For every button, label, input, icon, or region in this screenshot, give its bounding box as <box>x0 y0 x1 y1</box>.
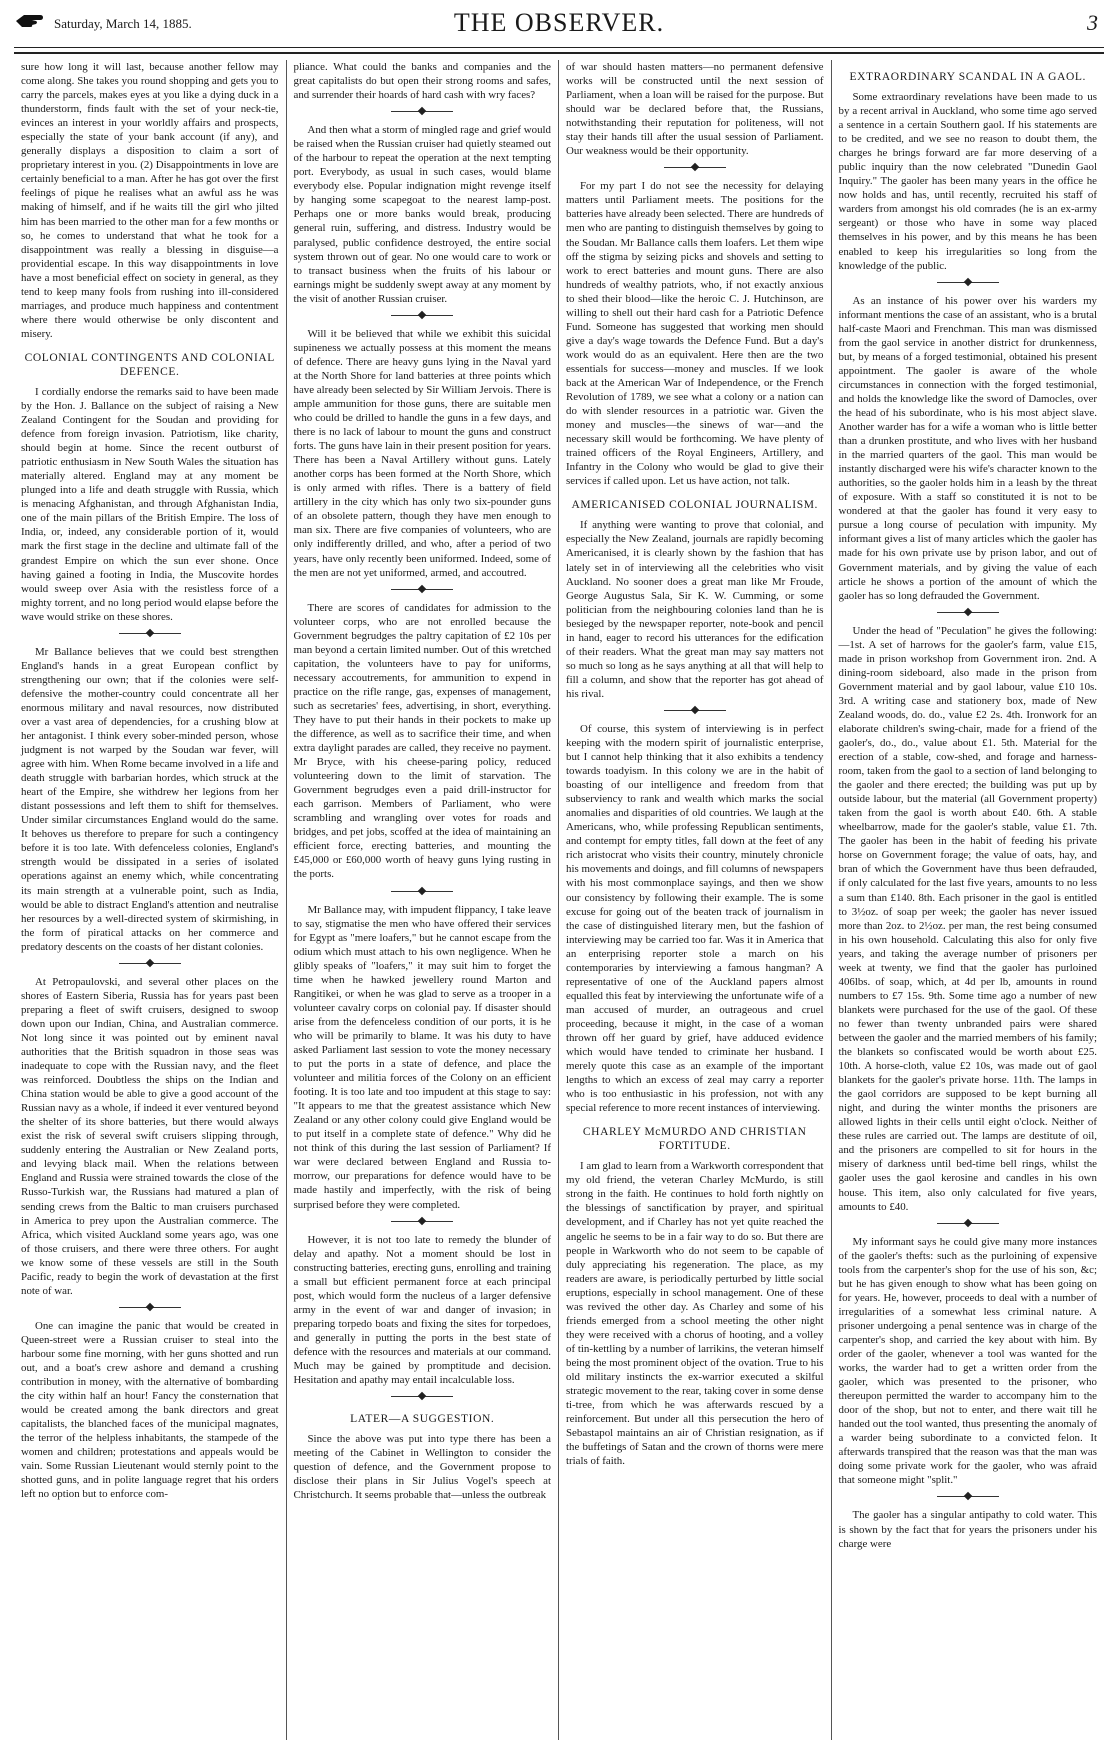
article-headline: LATER—A SUGGESTION. <box>350 1413 495 1426</box>
masthead-rule <box>14 47 1104 48</box>
article-paragraph: And then what a storm of mingled rage and grief would be raised when the Russian cruiser had quietly steamed out of the harbour to repeat the operation at the next tempting port. Everybody, as usual in such cases, would blame everybody else. Popular indignation might revenge itself by hanging some scapegoat to the nearest lamp-post. Perhaps one or more banks would break, producing general ruin, suffering, and distress. Industry would be paralysed, public confidence destroyed, the entire social system thrown out of gear. No one would care to work or to transact business when the fruits of his labour or earnings might be suddenly swept away at any moment by the visit of another Russian cruiser. <box>293 124 551 305</box>
section-divider <box>21 1302 279 1313</box>
article-headline: EXTRAORDINARY SCANDAL IN A GAOL. <box>849 71 1087 83</box>
newspaper-title: THE OBSERVER. <box>453 8 665 37</box>
article-paragraph: Since the above was put into type there has been a meeting of the Cabinet in Wellington to consider the question of defence, and the Government propose to disclose their plans in Sir Julius Vogel's speech at Christchurch. It seems probable that—unless the outbreak <box>293 1433 551 1502</box>
section-divider <box>839 1491 1098 1502</box>
section-divider <box>294 1391 552 1402</box>
article-paragraph: I cordially endorse the remarks said to have been made by the Hon. J. Ballance on the subject of raising a New Zealand Contingent for the Soudan and providing for defence from foreign invasion. Patriotism, like charity, should begin at home. Since the recent outburst of patriotic enthusiasm in New South Wales the situation has materially altered. England may at any moment be plunged into a life and death struggle with Russia, which is menacing Afghanistan, and through Afghanistan India, one of the main pillars of the British Empire. The loss of India, or, indeed, any considerable portion of it, would mark the first stage in the decline and ultimate fall of the grandest Empire on which the sun ever shone. Once having gained a footing in India, the Muscovite hordes would sweep over Asia with the resistless force of a mighty torrent, and no long period would elapse before the wave would strike on these shores. <box>21 385 279 623</box>
article-paragraph: Mr Ballance may, with impudent flippancy, I take leave to say, stigmatise the men who have offered their services for Egypt as "mere loafers," but he cannot escape from the odium which must attach to his own negligence. When he glibly speaks of "loafers," it may suit him to forget the time when he hawked jewellery round Marton and Rangitikei, or when he was glad to serve as a trooper in a volunteer cavalry corps on colonial pay. If disaster should arise from the defenceless condition of our ports, it is he who will be primarily to blame. It was his duty to have asked Parliament last session to vote the money necessary to put the ports in a state of defence, and place the volunteer and militia forces of the Colony on an efficient footing. It is too late and too impudent at this stage to say: "It appears to me that the greatest assistance which New Zealand or any other colony could give England would be to put itself in a complete state of defence." Why did he not think of this during the last session of Parliament? If war were declared between England and Russia to-morrow, our preparations for defence would have to be made hastily and imperfectly, with the risk of being surprised before they were completed. <box>293 903 551 1211</box>
section-divider <box>839 277 1098 288</box>
article-paragraph: Will it be believed that while we exhibit this suicidal supineness we actually possess at this moment the means of defence. There are heavy guns lying in the Naval yard at the North Shore for land batteries at three points which have already been selected by Sir William Jervois. There is ample ammunition for those guns, there are suitable men who could be drilled to handle the guns in a few days, and there is no lack of labour to mount the guns and construct forts. The guns have lain in their present position for years. There has been a Naval Artillery without guns. Lately another corps has been formed at the North Shore, which is only armed with rifles. There is a battery of field artillery in the city which has only two six-pounder guns of an obsolete pattern, though they have men enough to man six. There are five companies of volunteers, who are only indifferently drilled, and who, after a period of two years, have only recently been uniformed. Indeed, some of the men are not yet uniformed, armed, and accoutred. <box>293 327 551 579</box>
article-paragraph: Under the head of "Peculation" he gives the following:—1st. A set of harrows for the gaoler's farm, value £15, made in prison workshop from Government iron. 2nd. A dining-room sideboard, also made in the prison from Government material and by gaol labour, value £10 10s. 3rd. A writing case and stationery box, made of New Zealand woods, do. do., value £2 2s. 4th. Ironwork for an elaborate children's swing-chair, made for a friend of the gaoler's, do., do., value about £1. 5th. Material for the erection of a stable, cow-shed, and forage and harness-room, taken from the gaol to a section of land belonging to the gaoler and there erected; the building was put up by outside labour, but the material (all Government property) taken from the gaol is worth about £40. 6th. A stable wheelbarrow, made for the gaoler's stable, value £1. 7th. The gaoler has been in the habit of feeding his private horse on Government forage; the value of oats, hay, and bran of which the Government have thus been defrauded, if only calculated for the last five years, amounts to no less a sum than £140. 8th. Each prisoner in the gaol is entitled to 3½oz. of soap per week; the gaoler has never issued more than 2oz. to 2½oz. per man, the rest being consumed in his own household. Calculating this also for only five years, and taking the average number of prisoners per week at twenty, we find that the gaoler has purloined 406lbs. of soap, which, at 4d per lb, amounts in round numbers to £7 15s. 9th. Some time ago a number of new blankets were purchased for the use of the gaol. Of these no fewer than twenty unbranded pairs were shared between the gaoler and the married members of his family; the blankets so confiscated would be worth about £25. 10th. A horse-cloth, value £2 10s, was made out of gaol blankets for the gaoler's private horse. 11th. The lamps in the gaol corridors are supposed to be kept burning all night, and during the winter months the prisoners are allowed lights in their cells until eight o'clock. Neither of these rules are carried out. The lamps are destitute of oil, and the prisoners are compelled to sit for hours in the misery of darkness until bed-time bell rings, whilst the gaoler uses the gaol kerosine and candles in his own house. This item, also only calculated for five years, amounts to £40. <box>838 624 1097 1213</box>
column-3 <box>559 60 832 1740</box>
section-divider <box>294 310 552 321</box>
article-paragraph: If anything were wanting to prove that colonial, and especially the New Zealand, journals are rapidly becoming Americanised, it is clearly shown by the fashion that has lately set in of interviewing all the celebrities who visit Auckland. No sooner does a great man like Mr Froude, George Augustus Sala, Sir K. W. Cumming, or some politician from the neighbouring colonies land than he is besieged by the newspaper reporter, note-book and pencil in hand, eager to record his utterances for the edification of their readers. What the great man may say matters not so much so long as he says anything at all that will help to fill a column, and show that the reporter has got ahead of his rival. <box>566 519 824 700</box>
article-paragraph: For my part I do not see the necessity for delaying matters until Parliament meets. The positions for the batteries have already been selected. There are hundreds of men who are panting to distinguish themselves by going to the Soudan. Mr Ballance calls them loafers. Let them wipe off the stigma by seizing picks and shovels and setting to work to erect batteries and mount guns. There are also hundreds of wealthy patriots, who, if not exactly anxious to shed their blood—like the heroic C. J. Hutchinson, are willing to shell out their hard cash for a Patriotic Defence Fund. Someone has suggested that working men should give a day's wage towards the Defence Fund. But a day's work would do as an equivalent. Here then are the two essentials for success—money and muscles. If we look back at the American War of Independence, or the French Revolution of 1789, we see what a colony or a nation can do with slender resources in a patriotic war. Given the money and muscles—the sinews of war—and the necessary skill would be forthcoming. We have plenty of trained officers of the Royal Engineers, Artillery, and Infantry in the Colony who would be glad to give their services if called upon. Let us have action, not talk. <box>566 180 824 488</box>
article-headline: AMERICANISED COLONIAL JOURNALISM. <box>571 499 818 512</box>
column-2 <box>287 60 560 1740</box>
article-paragraph: The gaoler has a singular antipathy to cold water. This is shown by the fact that for years the prisoners under his charge were <box>838 1509 1097 1550</box>
masthead <box>14 6 1104 54</box>
article-paragraph: I am glad to learn from a Warkworth correspondent that my old friend, the veteran Charley McMurdo, is still strong in the faith. He continues to hold forth nightly on the blessings of sanctification by prayer, and spiritual development, and if Charley has not yet quite reached the angelic he seems to be in a fair way to do so. But there are people in Warkworth who do not seem to be capable of duly appreciating his regeneration. The place, as my readers are aware, is periodically perturbed by little social eruptions, especially in school management. One of these was revived the other day. As Charley and some of his friends emerged from a school meeting the other night they were received with a chorus of hooting, and a volley of tin-kettling by a number of larrikins, the veteran himself being the most prominent object of the ovation. True to his old military instincts the ex-warrior executed a skilful strategic movement to the rear, taking cover in some dense ti-tree, from which he was afterwards rescued by a reinforcement. But under all this persecution the hero of Sebastapol maintains an air of Christian resignation, as if the buffetings of Satan and the crown of thorns were mere trials of faith. <box>566 1160 824 1468</box>
article-paragraph: My informant says he could give many more instances of the gaoler's thefts: such as the purloining of expensive tools from the carpenter's shop for the use of his son, &c; but he has given enough to show what has been going on for years. He, however, proceeds to deal with a number of irregularities of a somewhat less criminal nature. A prisoner undergoing a penal sentence was in charge of the carpenter's shop, and carried the key about with him. By order of the gaoler, whenever a tool was wanted for the works, the warder had to get a written order from the gaoler, which was presented to the prisoner, who thereupon permitted the warder to accompany him to the door of the shop, but not to enter, and there wait till he handed out the tool wanted, thus presenting the anomaly of a warder being subordinate to a convicted felon. It afterwards transpired that the reason was that the man was doing some private work for the gaoler, who was afraid that someone might "split." <box>838 1235 1097 1487</box>
section-divider <box>294 584 552 595</box>
article-paragraph: Some extraordinary revelations have been made to us by a recent arrival in Auckland, who some time ago served a sentence in a certain Southern gaol. If his statements are to be credited, and we see no reason to doubt them, the charges he brings forward are far more deserving of a public inquiry than the now celebrated "Dunedin Gaol Inquiry." The gaoler has been many years in the office he now holds and has, until recently, recruited his staff of warders from amongst his old comrades (he is an ex-army sergeant) or those who have in some way placed themselves in his power, and by this means he has been enabled to keep his irregularities so long from the knowledge of the public. <box>838 91 1097 272</box>
article-headline: CHARLEY McMURDO AND CHRISTIAN FORTITUDE. <box>582 1126 807 1153</box>
section-divider <box>21 628 279 639</box>
section-divider <box>294 106 552 117</box>
issue-date: Saturday, March 14, 1885. <box>54 16 192 31</box>
article-paragraph: As an instance of his power over his warders my informant mentions the case of an assistant, who is a brutal half-caste Maori and Frenchman. This man was dismissed from the gaol service in another district for drunkenness, but, by means of a forged testimonial, obtained his present appointment. The gaoler is aware of the whole circumstances in connection with the forged testimonial, and holds the knowledge like the sword of Damocles, over the head of his subordinate, who is his most abject slave. Another warder has for a wife a woman who is little better than a drunken prostitute, and who lives with her husband in the married quarters of the gaol. This man would be instantly discharged were his wife's character known to the authorities, so the gaoler holds him in a leash by the threat of exposure. With a staff so constituted it is not to be wondered at that the gaoler has found it very easy to pursue a long course of peculation with impunity. My informant gives a list of many articles which the gaoler has made for his own private use by prison labor, and out of Government materials, and by giving the value of each article he shows a portion of the amount of which the gaoler has so long defrauded the Government. <box>838 294 1097 602</box>
section-divider <box>294 1216 552 1227</box>
article-paragraph: One can imagine the panic that would be created in Queen-street were a Russian cruiser to steal into the harbour some fine morning, with her guns shotted and run out, and a boat's crew ashore and demand a crushing contribution in money, with the alternative of bombarding the city within half an hour! Fancy the consternation that would be created among the bank directors and great capitalists, the blanched faces of the municipal magnates, the terror of the helpless inhabitants, the stampede of the women and children; protestations and appeals would be vain. Some Russian Lieutenant would sternly point to the shotted guns, and in polite language regret that his orders left no option but to enforce com- <box>21 1319 279 1501</box>
article-paragraph: of war should hasten matters—no permanent defensive works will be constructed until the next session of Parliament, when a loan will be raised for the purpose. But should war be declared before that, the Russians, notwithstanding their reputation for politeness, will not stay their hands till after the usual session of Parliament. Our weakness would be their opportunity. <box>566 61 824 158</box>
article-paragraph: However, it is not too late to remedy the blunder of delay and apathy. Not a moment should be lost in constructing batteries, erecting guns, enrolling and training a small but efficient permanent force at each principal post, which would form the nucleus of a larger defensive army in the event of war and danger of invasion; in preparing torpedo boats and fixing the sites for torpedoes, and generally in putting the ports in the best state of defence with the resources and materials at our command. Much may be gained by promptitude and decision. Hesitation and apathy may entail incalculable loss. <box>293 1233 551 1387</box>
article-paragraph: Of course, this system of interviewing is in perfect keeping with the modern spirit of journalistic enterprise, but I cannot help thinking that it also exhibits a tendency towards toadyism. In this colony we are in the habit of boasting of our intelligence and freedom from that subserviency to rank and wealth which marks the social anomalies and disparities of old countries. We laugh at the Americans, who, while professing Republican sentiments, and contempt for empty titles, fall down at the feet of any rich aristocrat who visits their country, minutely chronicle his movements and doings, and fill columns of newspapers with his most commonplace sayings, and then we show our consistency by following their example. The is some excuse for going out of the beaten track of journalism in the case of distinguished literary men, but the fashion of interviewing may be carried too far. Was it in America that an enterprising reporter stole a march on his contemporaries by interviewing a famous hangman? A representative of one of the Auckland papers almost equalled this feat by interviewing the unfortunate wife of a man accused of murder, an outrageous and cruel proceeding, because it might, in the case of a woman thrown off her guard by grief, have adduced evidence which would have tended to criminate her husband. I merely quote this case as an example of the important lengths to which an excess of zeal may carry a reporter who is too enthusiastic in his profession, not with any special reference to more recent instances of interviewing. <box>566 722 824 1115</box>
article-headline: COLONIAL CONTINGENTS AND COLONIAL DEFENCE. <box>24 351 275 378</box>
section-divider <box>839 1218 1098 1229</box>
article-paragraph: There are scores of candidates for admission to the volunteer corps, who are not enrolled because the Government begrudges the paltry capitation of £2 10s per man beyond a certain limited number. Out of this wretched capitation, the volunteers have to pay for uniforms, necessary accoutrements, for ammunition to expend in practice on the rifle range, gas, expenses of management, such as secretaries' fees, advertising, in short, everything. They have to put their hands in their pockets to make up the difference, as well as to sacrifice their time, and when extra daylight parades are called, they receive no payment. Mr Bryce, with his cheese-paring policy, reduced volunteering down to the limit of starvation. The Government begrudges even a paid drill-instructor for each garrison. Members of Parliament, who were scrambling and wrangling over votes for roads and bridges, and pet jobs, scoffed at the idea of maintaining an efficient force, erecting batteries, and mounting the £45,000 or £60,000 worth of heavy guns lying rusting in the ports. <box>293 601 551 881</box>
column-1 <box>14 60 287 1740</box>
section-divider <box>839 607 1098 618</box>
article-paragraph: Mr Ballance believes that we could best strengthen England's hands in a great European conflict by strengthening our own; that if the colonies were self-defensive the mother-country could concentrate all her enormous military and naval resources, now distributed over a vast area of dependencies, for a crushing blow at her antagonist. I think every sober-minded person, whose judgment is not warped by the Soudan war fever, will agree with him. When Rome became involved in a life and death struggle with barbarian hordes, which struck at the heart of the Empire, she withdrew her legions from her distant possessions and left them to shift for themselves. Under similar circumstances England would do the same. It behoves us therefore to prepare for such a contingency before it is too late. With defenceless colonies, England's strength would be dissipated in a series of isolated operations against an enemy which, while concentrating its main strength at a vulnerable point, such as India, would be able to distract England's attention and neutralise her resources by a well-directed system of skirmishing, in the form of piratical attacks on her commerce and predatory descents on the coasts of her distant colonies. <box>21 645 279 953</box>
article-paragraph: sure how long it will last, because another fellow may come along. She takes you round shopping and gets you to carry the parcels, makes eyes at you like a dying duck in a thunderstorm, finds fault with the set of your neck-tie, evinces an interest in your worldly affairs and prospects, especially the state of your bank account (if any), and generally displays a disposition to claim a sort of proprietary interest in you. (2) Disappointments in love are certainly beneficial to a man. After he has got over the first feelings of pique he realises what an awful ass he was making of himself, and if he waits till the girl who jilted him has been married to the other man for a few months or so, he comes to understand that what he took for a disappointment was really a blessing in disguise—a providential escape. In this way disappointments in love have a most beneficial effect on society in general, as they tend to keep many fools from rushing into ill-considered marriages, and produce much happiness and contentment where there would otherwise be only discontent and misery. <box>21 61 279 340</box>
article-paragraph: pliance. What could the banks and companies and the great capitalists do but open their strong rooms and safes, and surrender their hoards of hard cash with wry faces? <box>293 61 551 102</box>
section-divider <box>566 705 824 716</box>
article-paragraph: At Petropaulovski, and several other places on the shores of Eastern Siberia, Russia has for years past been preparing a fleet of swift cruisers, designed to swoop down upon our Indian, China, and Australian commerce. Not long since it was pointed out by eminent naval authorities that the British squadron in those seas was inadequate to cope with the Russian navy, and the fleet was reinforced. Doubtless the ships on the Indian and China station would be able to give a good account of the Russian navy as a whole, if indeed it ever ventured beyond the shelter of its shore batteries, but there would always exist the risk of several swift cruisers slipping through, suddenly entering the Australian or New Zealand ports, and levying black mail. When the relations between England and Russia were strained towards the close of the Russo-Turkish war, the Russians had matured a plan of sending crews from the Baltic to man cruisers purchased in America to prey upon the Australian commerce. The Africa, which visited Auckland some years ago, was one of those cruisers, and there were three others. For aught we know some of these vessels are still in the South Pacific, ready to begin the work of devastation at the first note of war. <box>21 975 279 1297</box>
column-4 <box>832 60 1105 1740</box>
page-number: 3 <box>1087 10 1098 35</box>
section-divider <box>21 958 279 969</box>
section-divider <box>566 162 824 173</box>
article-columns <box>14 60 1104 1740</box>
section-divider <box>294 886 552 897</box>
